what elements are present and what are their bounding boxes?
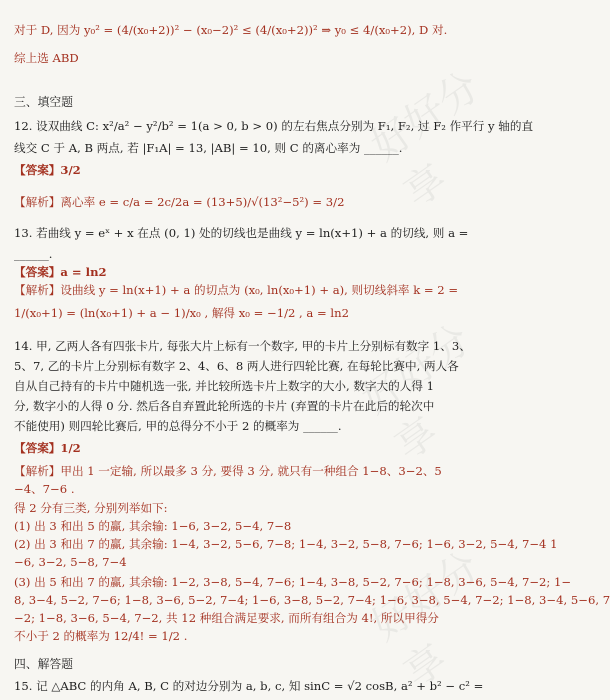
q14-stem-line4: 分, 数字小的人得 0 分. 然后各自弃置此轮所选的卡片 (弃置的卡片在此后的轮次中 (14, 399, 435, 413)
q12-answer: 【答案】3/2 (14, 163, 81, 177)
watermark: 好好分享 (363, 63, 489, 217)
q14-stem-line5: 不能使用) 则四轮比赛后, 甲的总得分不小于 2 的概率为 ______. (14, 419, 342, 433)
q14-analysis-line7: (3) 出 5 和出 7 的赢, 其余输: 1−2, 3−8, 5−4, 7−6; 1−4, 3−8, 5−2, 7−6; 1−8, 3−6, 5−4, 7−2; 1− (14, 575, 572, 589)
section-title-solutions: 四、解答题 (14, 657, 73, 671)
q12-stem-line2: 线交 C 于 A, B 两点, 若 |F₁A| = 13, |AB| = 10, 则 C 的离心率为 ______. (14, 141, 403, 155)
q15-stem-line1: 15. 记 △ABC 的内角 A, B, C 的对边分别为 a, b, c, 知 sinC = √2 cosB, a² + b² − c² = (14, 679, 484, 693)
q12-analysis: 【解析】离心率 e = c/a = 2c/2a = (13+5)/√(13²−5²) = 3/2 (14, 195, 345, 209)
watermark: 好好分享 (354, 316, 479, 470)
q14-analysis-line1: 【解析】甲出 1 一定输, 所以最多 3 分, 要得 3 分, 就只有一种组合 1−8、3−2、5 (14, 464, 442, 478)
q14-stem-line2: 5、7, 乙的卡片上分别标有数字 2、4、6、8 两人进行四轮比赛, 在每轮比赛中, 两人各 (14, 359, 459, 373)
q14-analysis-line5: (2) 出 3 和出 7 的赢, 其余输: 1−4, 3−2, 5−6, 7−8; 1−4, 3−2, 5−8, 7−6; 1−6, 3−2, 5−4, 7−4 1 (14, 537, 558, 551)
section-title-fill-in: 三、填空题 (14, 95, 73, 109)
q14-answer: 【答案】1/2 (14, 441, 81, 455)
previous-solution-line: 对于 D, 因为 y₀² = (4/(x₀+2))² − (x₀−2)² ≤ (4/(x₀+2))² ⇒ y₀ ≤ 4/(x₀+2), D 对. (14, 23, 448, 37)
q12-stem-line1: 12. 设双曲线 C: x²/a² − y²/b² = 1(a > 0, b > 0) 的左右焦点分别为 F₁, F₂, 过 F₂ 作平行 y 轴的直 (14, 119, 534, 133)
q14-analysis-line6: −6, 3−2, 5−8, 7−4 (14, 555, 127, 569)
q13-stem-line1: 13. 若曲线 y = eˣ + x 在点 (0, 1) 处的切线也是曲线 y = ln(x+1) + a 的切线, 则 a = (14, 226, 469, 240)
q14-analysis-line3: 得 2 分有三类, 分别列举如下: (14, 501, 168, 515)
q13-analysis-line2: 1/(x₀+1) = (ln(x₀+1) + a − 1)/x₀ , 解得 x₀ = −1/2 , a = ln2 (14, 306, 349, 320)
watermark: 好好分享 (363, 543, 489, 697)
q14-analysis-line9: −2; 1−8, 3−6, 5−4, 7−2, 共 12 种组合满足要求, 而所有组合为 4!, 所以甲得分 (14, 611, 439, 625)
q13-analysis-line1: 【解析】设曲线 y = ln(x+1) + a 的切点为 (x₀, ln(x₀+1) + a), 则切线斜率 k = 2 = (14, 283, 459, 297)
q14-analysis-line10: 不小于 2 的概率为 12/4! = 1/2 . (14, 629, 188, 643)
q14-analysis-line4: (1) 出 3 和出 5 的赢, 其余输: 1−6, 3−2, 5−4, 7−8 (14, 519, 292, 533)
q14-stem-line3: 自从自己持有的卡片中随机选一张, 并比较所选卡片上数字的大小, 数字大的人得 1 (14, 379, 434, 393)
q14-stem-line1: 14. 甲, 乙两人各有四张卡片, 每张大片上标有一个数字, 甲的卡片上分别标有数字 1、3、 (14, 339, 471, 353)
q14-analysis-line2: −4、7−6 . (14, 482, 75, 496)
previous-solution-conclusion: 综上选 ABD (14, 51, 79, 65)
q14-analysis-line8: 8, 3−4, 5−2, 7−6; 1−8, 3−6, 5−2, 7−4; 1−6, 3−8, 5−2, 7−4; 1−6, 3−8, 5−4, 7−2; 1−8, 3−4, 5−6, 7 (14, 593, 610, 607)
q13-answer: 【答案】a = ln2 (14, 265, 107, 279)
q13-stem-line2: ______. (14, 247, 53, 261)
